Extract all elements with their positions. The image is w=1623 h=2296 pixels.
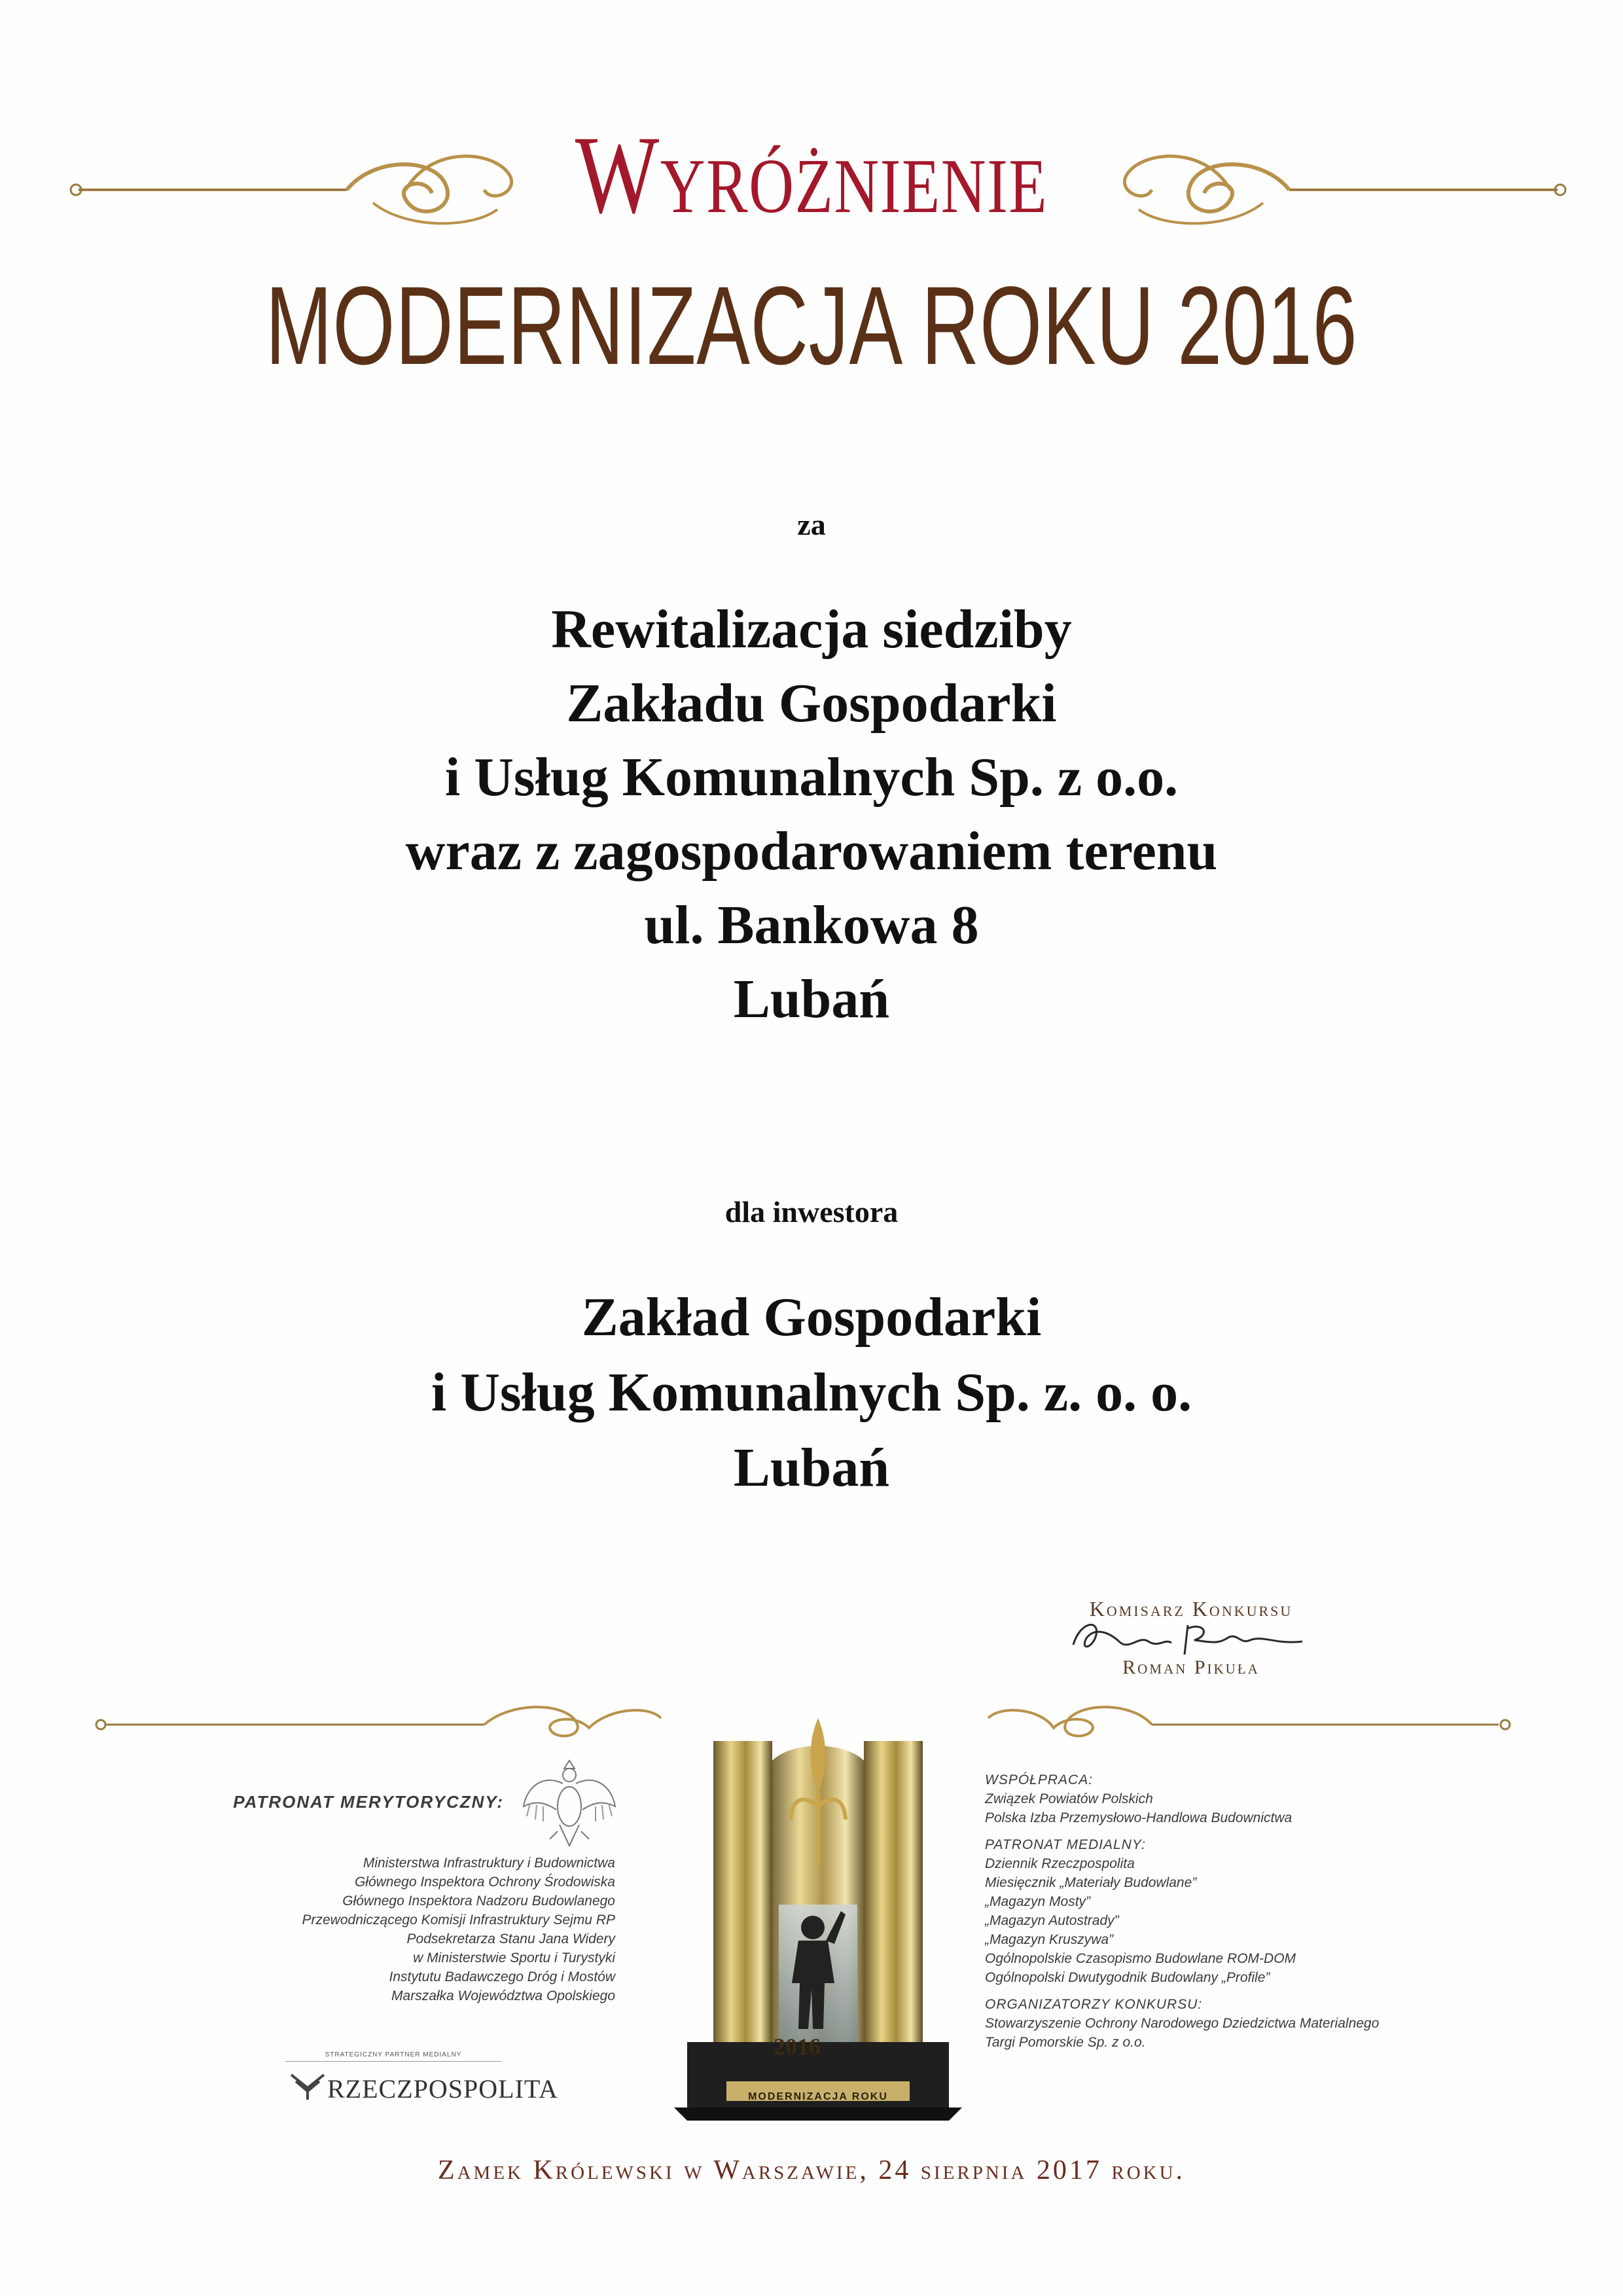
project-line: Lubań <box>733 969 890 1030</box>
organizer-item: Stowarzyszenie Ochrony Narodowego Dziedzictwa Materialnego <box>985 2016 1380 2031</box>
commissioner-label: Komisarz Konkursu <box>1089 1597 1293 1621</box>
contest-title: MODERNIZACJA ROKU 2016 <box>265 264 1358 388</box>
project-line: Rewitalizacja siedziby <box>551 599 1072 660</box>
media-item: „Magazyn Kruszywa” <box>985 1932 1114 1947</box>
substantive-patronage-label: PATRONAT MERYTORYCZNY: <box>233 1792 504 1812</box>
organizer-item: Targi Pomorskie Sp. z o.o. <box>985 2035 1146 2050</box>
award-title: Wyróżnienie <box>575 113 1048 236</box>
rzeczpospolita-logo-text: RZECZPOSPOLITA <box>327 2074 559 2104</box>
trophy-year-label: 2016 <box>774 2034 821 2060</box>
investor-line: Lubań <box>733 1437 890 1498</box>
cooperation-item: Polska Izba Przemysłowo-Handlowa Budownictwa <box>985 1810 1293 1825</box>
media-item: „Magazyn Mosty” <box>985 1894 1091 1909</box>
patronage-item: Głównego Inspektora Nadzoru Budowlanego <box>342 1893 615 1909</box>
media-item: „Magazyn Autostrady” <box>985 1913 1119 1928</box>
bottom-right-flourish <box>982 1695 1518 1748</box>
commissioner-name: Roman Pikuła <box>1122 1657 1260 1678</box>
investor-name <box>0 1280 1623 1505</box>
project-line: Zakładu Gospodarki <box>566 673 1057 734</box>
investor-line: Zakład Gospodarki <box>581 1287 1042 1348</box>
patronage-item: Marszałka Województwa Opolskiego <box>391 1988 615 2003</box>
substantive-patronage-list <box>131 1854 615 2005</box>
cooperation-label: WSPÓŁPRACA: <box>985 1772 1094 1787</box>
media-item: Miesięcznik „Materiały Budowlane” <box>985 1875 1197 1890</box>
cooperation-item: Związek Powiatów Polskich <box>985 1791 1153 1806</box>
organizers-label: ORGANIZATORZY KONKURSU: <box>985 1997 1203 2012</box>
for-label: za <box>797 508 826 541</box>
investor-line: i Usług Komunalnych Sp. z. o. o. <box>431 1362 1192 1423</box>
media-patronage-label: PATRONAT MEDIALNY: <box>985 1837 1146 1852</box>
project-line: i Usług Komunalnych Sp. z o.o. <box>444 747 1179 808</box>
patronage-item: w Ministerstwie Sportu i Turystyki <box>413 1950 615 1965</box>
patronage-item: Ministerstwa Infrastruktury i Budownictwa <box>363 1856 615 1871</box>
project-line: wraz z zagospodarowaniem terenu <box>405 821 1218 882</box>
investor-label: dla inwestora <box>724 1195 899 1229</box>
patronage-item: Instytutu Badawczego Dróg i Mostów <box>389 1969 615 1984</box>
media-item: Ogólnopolski Dwutygodnik Budowlany „Profile” <box>985 1970 1270 1985</box>
media-item: Dziennik Rzeczpospolita <box>985 1856 1135 1871</box>
project-description <box>0 592 1623 1036</box>
rzeczpospolita-eagle-logo-icon <box>288 2068 327 2101</box>
project-line: ul. Bankowa 8 <box>644 895 979 956</box>
media-item: Ogólnopolskie Czasopismo Budowlane ROM-DOM <box>985 1951 1296 1966</box>
handwritten-signature <box>1067 1615 1315 1661</box>
polish-eagle-emblem-icon <box>517 1754 622 1852</box>
bottom-left-flourish <box>92 1695 668 1748</box>
sponsors-column <box>985 1770 1574 2052</box>
trophy-plate-label: MODERNIZACJA ROKU <box>748 2091 888 2102</box>
patronage-item: Podsekretarza Stanu Jana Widery <box>406 1931 615 1946</box>
venue-date-footer: Zamek Królewski w Warszawie, 24 sierpnia 2017 roku. <box>437 2155 1186 2185</box>
patronage-item: Głównego Inspektora Ochrony Środowiska <box>354 1874 615 1890</box>
patronage-item: Przewodniczącego Komisji Infrastruktury Sejmu RP <box>302 1912 615 1928</box>
strategic-media-partner-label: STRATEGICZNY PARTNER MEDIALNY <box>285 2051 501 2062</box>
